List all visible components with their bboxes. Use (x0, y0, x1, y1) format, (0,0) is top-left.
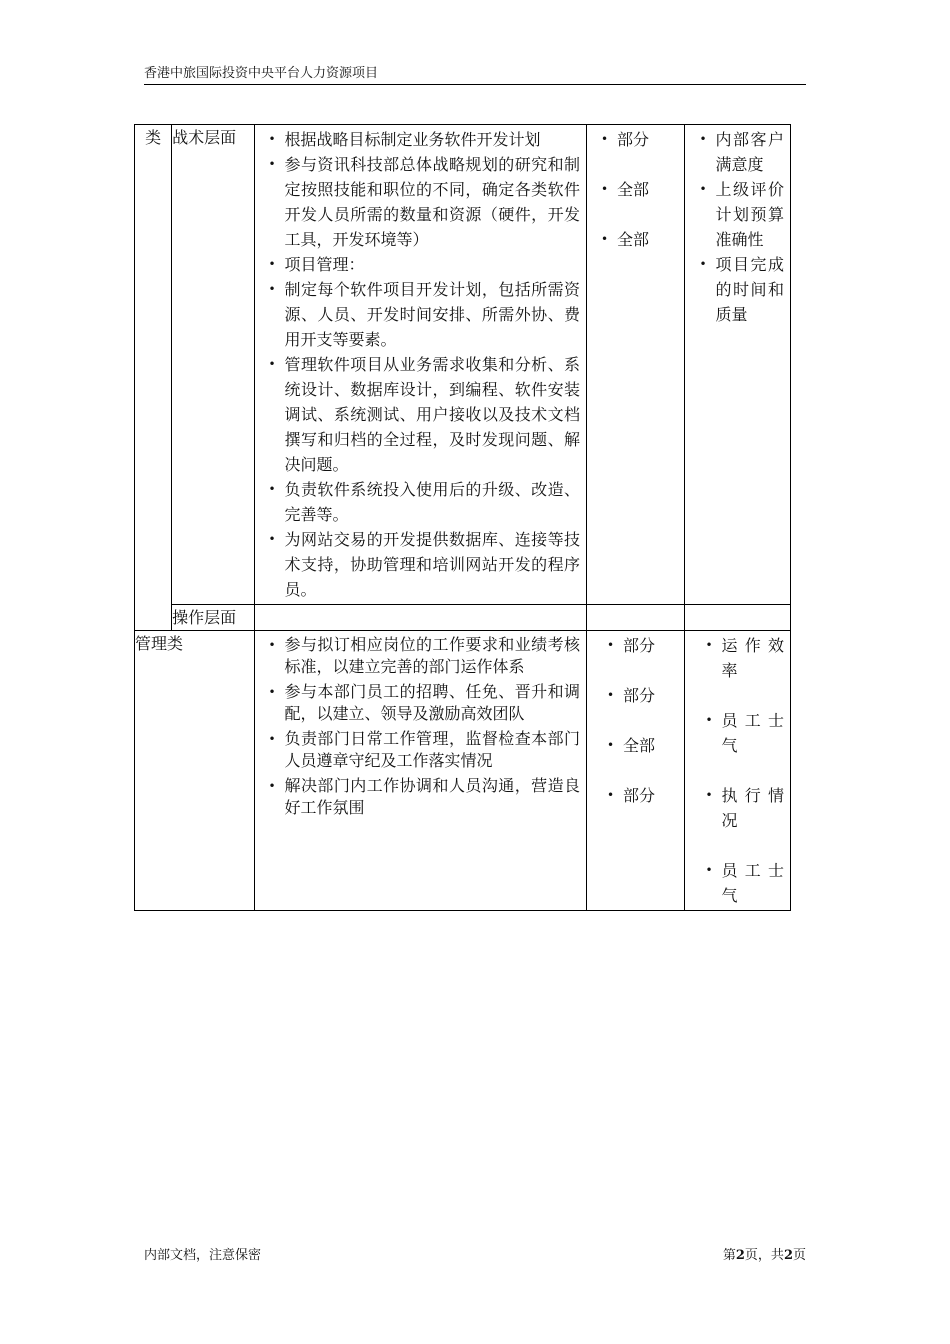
duty-item: • 项目管理： (263, 252, 581, 277)
measure-item: • 上级评价计划预算准确性 (693, 177, 784, 252)
responsibility-item: • 全部 (595, 177, 678, 202)
duty-item: • 负责部门日常工作管理，监督检查本部门人员遵章守纪及工作落实情况 (263, 728, 581, 772)
duty-table (134, 124, 791, 911)
level-label: 战术层面 (172, 128, 237, 147)
duty-item: • 管理软件项目从业务需求收集和分析、系统设计、数据库设计，到编程、软件安装调试、系统测试、用户接收以及技术文档撰写和归档的全过程，及时发现问题、解决问题。 (263, 352, 581, 477)
measure-cell (685, 631, 791, 911)
duty-item: • 参与资讯科技部总体战略规划的研究和制定按照技能和职位的不同，确定各类软件开发人员所需的数量和资源（硬件，开发工具，开发环境等） (263, 152, 581, 252)
level-label: 操作层面 (172, 608, 237, 627)
empty-cell (587, 605, 685, 631)
measure-item: • 员工士气 (693, 708, 784, 758)
measure-cell (685, 125, 791, 605)
page-prefix: 第 (722, 1248, 736, 1263)
duties-cell (254, 125, 587, 605)
duty-item: • 制定每个软件项目开发计划，包括所需资源、人员、开发时间安排、所需外协、费用开支等要素。 (263, 277, 581, 352)
duty-item: • 负责软件系统投入使用后的升级、改造、完善等。 (263, 477, 581, 527)
measure-item: • 项目完成的时间和质量 (693, 252, 784, 327)
footer-left-text: 内部文档，注意保密 (144, 1248, 262, 1263)
responsibility-cell (587, 631, 685, 911)
category-cell (135, 631, 255, 911)
tech-operational-row (135, 605, 791, 631)
duty-item: • 参与拟订相应岗位的工作要求和业绩考核标准，以建立完善的部门运作体系 (263, 634, 581, 678)
tech-tactical-row (135, 125, 791, 605)
footer-confidential (144, 1247, 261, 1265)
footer-page-number (723, 1247, 806, 1265)
duty-item: • 为网站交易的开发提供数据库、连接等技术支持，协助管理和培训网站开发的程序员。 (263, 527, 581, 602)
measure-item: • 员工士气 (693, 858, 784, 908)
level-cell (172, 125, 254, 605)
page-current: 2 (735, 1248, 745, 1263)
responsibility-item: • 部分 (595, 783, 678, 808)
measure-item: • 内部客户满意度 (693, 127, 784, 177)
page-suffix: 页 (792, 1248, 806, 1263)
page-header (144, 64, 806, 85)
level-cell (172, 605, 254, 631)
responsibility-item: • 部分 (595, 683, 678, 708)
measure-item: • 执行情况 (693, 783, 784, 833)
page-middle: 页，共 (744, 1248, 784, 1263)
duty-list (255, 125, 587, 604)
duty-item: • 参与本部门员工的招聘、任免、晋升和调配，以建立、领导及激励高效团队 (263, 681, 581, 725)
responsibility-cell (587, 125, 685, 605)
category-cell (135, 125, 172, 631)
measure-item: • 运作效率 (693, 633, 784, 683)
measure-list (685, 631, 790, 910)
empty-cell (685, 605, 791, 631)
duty-item: • 根据战略目标制定业务软件开发计划 (263, 127, 581, 152)
responsibility-item: • 全部 (595, 733, 678, 758)
duties-cell (254, 631, 587, 911)
management-row (135, 631, 791, 911)
measure-list (685, 125, 790, 329)
duty-list (255, 631, 587, 823)
category-label: 类 (145, 128, 162, 147)
category-label: 管理类 (135, 634, 184, 653)
page-total: 2 (783, 1248, 793, 1263)
header-title: 香港中旅国际投资中央平台人力资源项目 (144, 66, 379, 81)
responsibility-list (587, 125, 684, 254)
responsibility-item: • 部分 (595, 127, 678, 152)
responsibility-item: • 部分 (595, 633, 678, 658)
responsibility-item: • 全部 (595, 227, 678, 252)
empty-cell (254, 605, 587, 631)
duty-item: • 解决部门内工作协调和人员沟通，营造良好工作氛围 (263, 775, 581, 819)
responsibility-list (587, 631, 684, 810)
